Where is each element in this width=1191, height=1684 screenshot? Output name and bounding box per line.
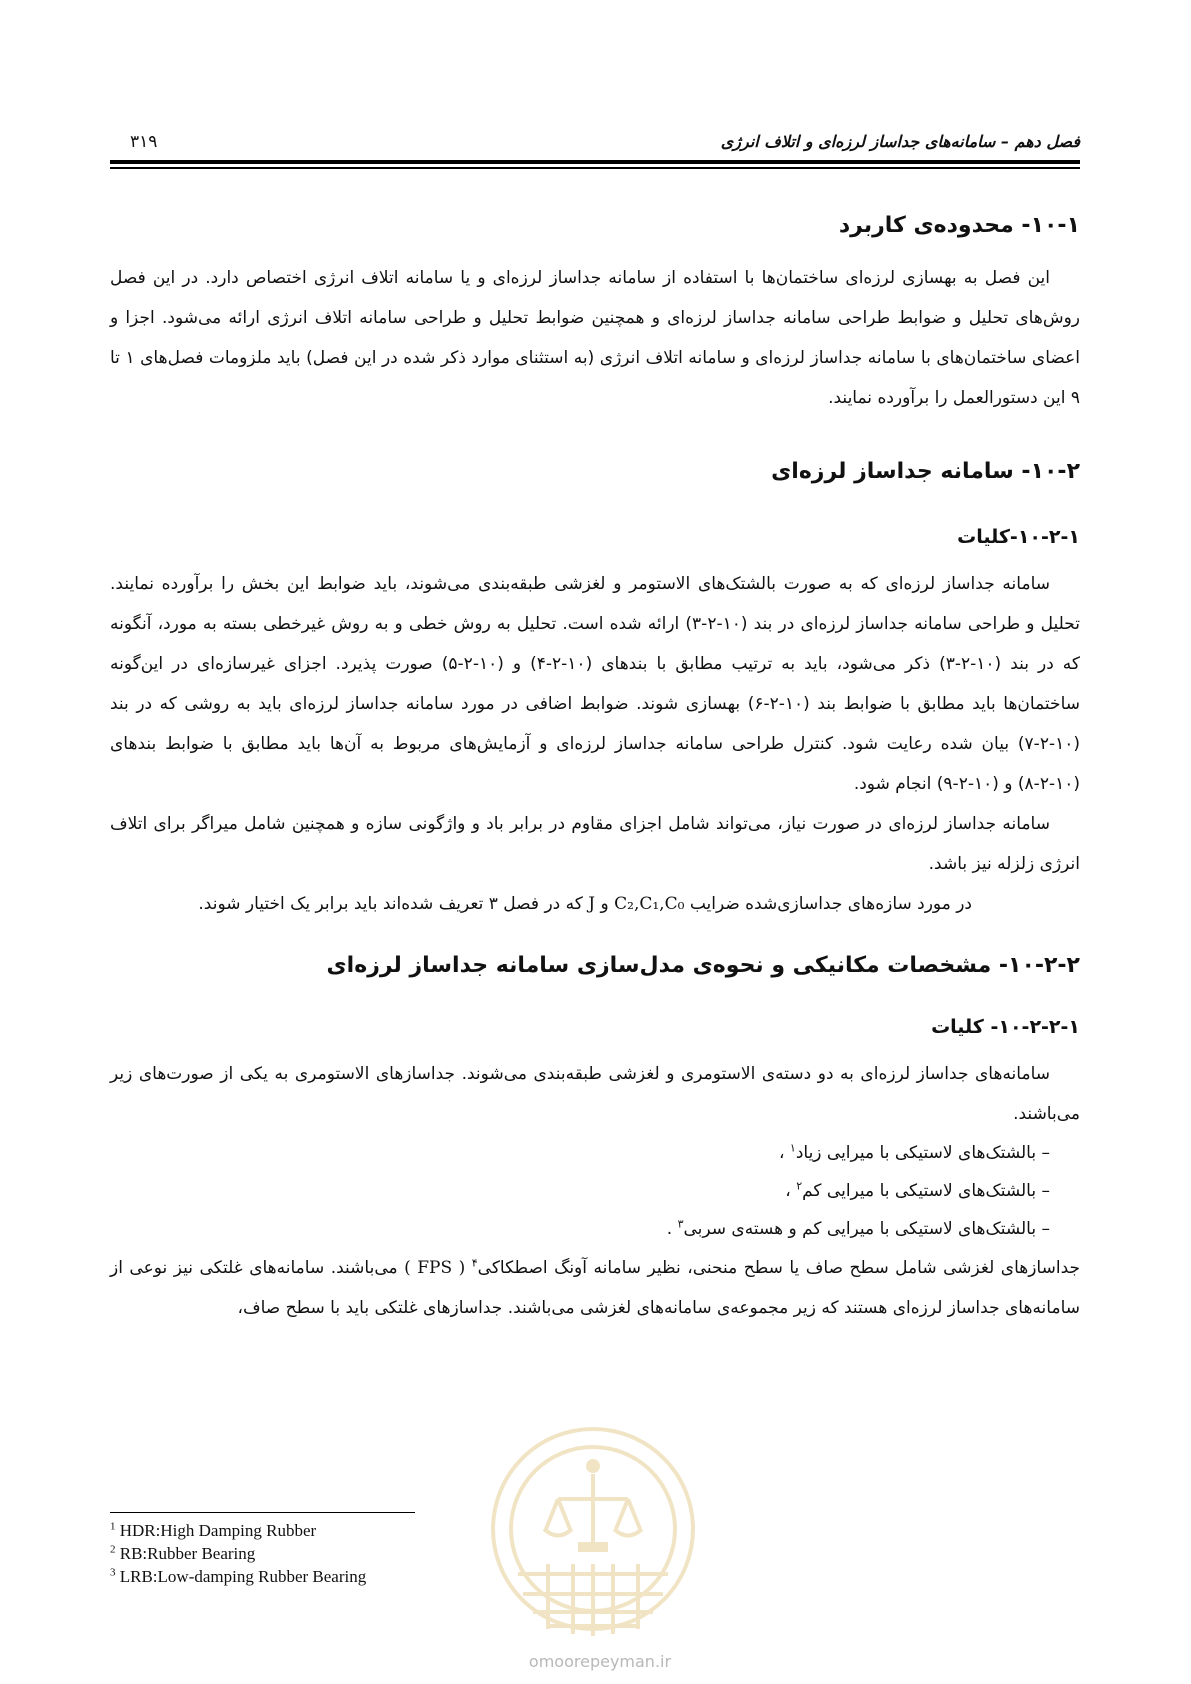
paragraph-general-2: سامانه جداساز لرزه‌ای در صورت نیاز، می‌تواند شامل اجزای مقاوم در برابر باد و واژگونی سازه و همچنین شامل میراگر برای اتلاف انرژی زلزله نیز باشد. xyxy=(110,814,1080,874)
page-header xyxy=(110,118,1080,158)
list-item: – بالشتک‌های لاستیکی با میرایی کم$^۲$ ، xyxy=(110,1172,1050,1210)
scales-gear-seal-icon xyxy=(478,1404,708,1654)
header-rule-thin xyxy=(110,167,1080,169)
coeff-text-after: که در فصل ۳ تعریف شده‌اند باید برابر یک اختیار شوند. xyxy=(198,894,583,914)
paragraph-scope: این فصل به بهسازی لرزه‌ای ساختمان‌ها با استفاده از سامانه جداساز لرزه‌ای و یا سامانه اتلاف انرژی اختصاص دارد. در این فصل روش‌های تحلیل و ضوابط طراحی سامانه جداساز لرزه‌ای و همچنین ضوابط تحلیل و طراحی سامانه اتلاف انرژی ارائه می‌شود. اجزا و اعضای ساختمان‌های با سامانه جداساز لرزه‌ای و سامانه اتلاف انرژی (به استثنای موارد ذکر شده در این فصل) باید ملزومات فصل‌های ۱ تا ۹ این دستورالعمل را برآورده نمایند. xyxy=(110,268,1080,408)
section-heading-10-1: ۱۰-۱- محدوده‌ی کاربرد xyxy=(838,213,1080,238)
list-item: – بالشتک‌های لاستیکی با میرایی کم و هسته‌ی سربی$^۳$ . xyxy=(110,1210,1050,1248)
isolator-bullet-list xyxy=(110,1134,1080,1248)
paragraph-general-1: سامانه جداساز لرزه‌ای که به صورت بالشتک‌های الاستومر و لغزشی طبقه‌بندی می‌شوند، باید ضوابط این بخش را برآورده نمایند. تحلیل و طراحی سامانه جداساز لرزه‌ای در بند (۱۰-۲-۳) ارائه شده است. تحلیل به روش خطی و به روش غیرخطی بسته به مورد، آنگونه که در بند (۱۰-۲-۳) ذکر می‌شود، باید به ترتیب مطابق با بندهای (۱۰-۲-۴) و (۱۰-۲-۵) صورت پذیرد. اجزای غیرسازه‌ای در این‌گونه ساختمان‌ها باید مطابق با ضوابط بند (۱۰-۲-۶) بهسازی شوند. ضوابط اضافی در مورد سامانه جداساز لرزه‌ای باید به روشی که در بند (۱۰-۲-۷) بیان شده رعایت شود. کنترل طراحی سامانه جداساز لرزه‌ای و آزمایش‌های مربوط به آن‌ها باید مطابق با ضوابط بندهای (۱۰-۲-۸) و (۱۰-۲-۹) انجام شود. xyxy=(110,574,1080,794)
footnotes xyxy=(110,1519,510,1588)
footnote-separator xyxy=(110,1512,415,1513)
footnote-2: $^2$ RB:Rubber Bearing xyxy=(110,1543,256,1563)
footnote-1: $^1$ HDR:High Damping Rubber xyxy=(110,1520,317,1540)
footnote-mark: ۳ xyxy=(677,1217,684,1231)
subsection-heading-10-2-2-1: ۱۰-۲-۲-۱- کلیات xyxy=(931,1016,1080,1038)
page-body xyxy=(110,210,1080,1328)
footnote-3: $^3$ LRB:Low-damping Rubber Bearing xyxy=(110,1566,367,1586)
page-number: ۳۱۹ xyxy=(130,132,158,152)
coeff-and: و xyxy=(600,894,609,914)
list-item: – بالشتک‌های لاستیکی با میرایی زیاد$^۱$ ، xyxy=(110,1134,1050,1172)
header-rule-thick xyxy=(110,160,1080,164)
watermark-site: omoorepeyman.ir xyxy=(528,1652,672,1671)
coeff-symbols: C₂,C₁,C₀ xyxy=(614,894,685,914)
footnote-mark: ۱ xyxy=(789,1141,796,1155)
coeff-text-before: در مورد سازه‌های جداسازی‌شده ضرایب xyxy=(689,894,972,914)
section-heading-10-2-2: ۱۰-۲-۲- مشخصات مکانیکی و نحوه‌ی مدل‌سازی سامانه جداساز لرزه‌ای xyxy=(326,953,1080,978)
paragraph-isolator-types: سامانه‌های جداساز لرزه‌ای به دو دسته‌ی الاستومری و لغزشی طبقه‌بندی می‌شوند. جداسازهای الاستومری به یکی از صورت‌های زیر می‌باشند. xyxy=(110,1064,1080,1124)
fps-abbreviation: ( FPS ) xyxy=(404,1258,466,1278)
coeff-j: J xyxy=(588,894,596,914)
footnote-mark: ۲ xyxy=(796,1179,803,1193)
paragraph-coefficients xyxy=(110,884,1080,924)
footnote-mark: ۴ xyxy=(471,1256,478,1270)
paragraph-sliding-isolators: جداسازهای لغزشی شامل سطح صاف یا سطح منحنی، نظیر سامانه آونگ اصطکاکی$^۴$ ( FPS ) می‌باشند. سامانه‌های غلتکی نیز نوعی از سامانه‌های جداساز لرزه‌ای هستند که زیر مجموعه‌ی سامانه‌های لغزشی می‌باشند. جداسازهای غلتکی باید با سطح صاف، xyxy=(110,1256,1080,1318)
header-title: فصل دهم – سامانه‌های جداساز لرزه‌ای و اتلاف انرژی xyxy=(720,132,1080,151)
subsection-heading-10-2-1: ۱۰-۲-۱-کلیات xyxy=(957,526,1080,548)
section-heading-10-2: ۱۰-۲- سامانه جداساز لرزه‌ای xyxy=(771,459,1080,484)
